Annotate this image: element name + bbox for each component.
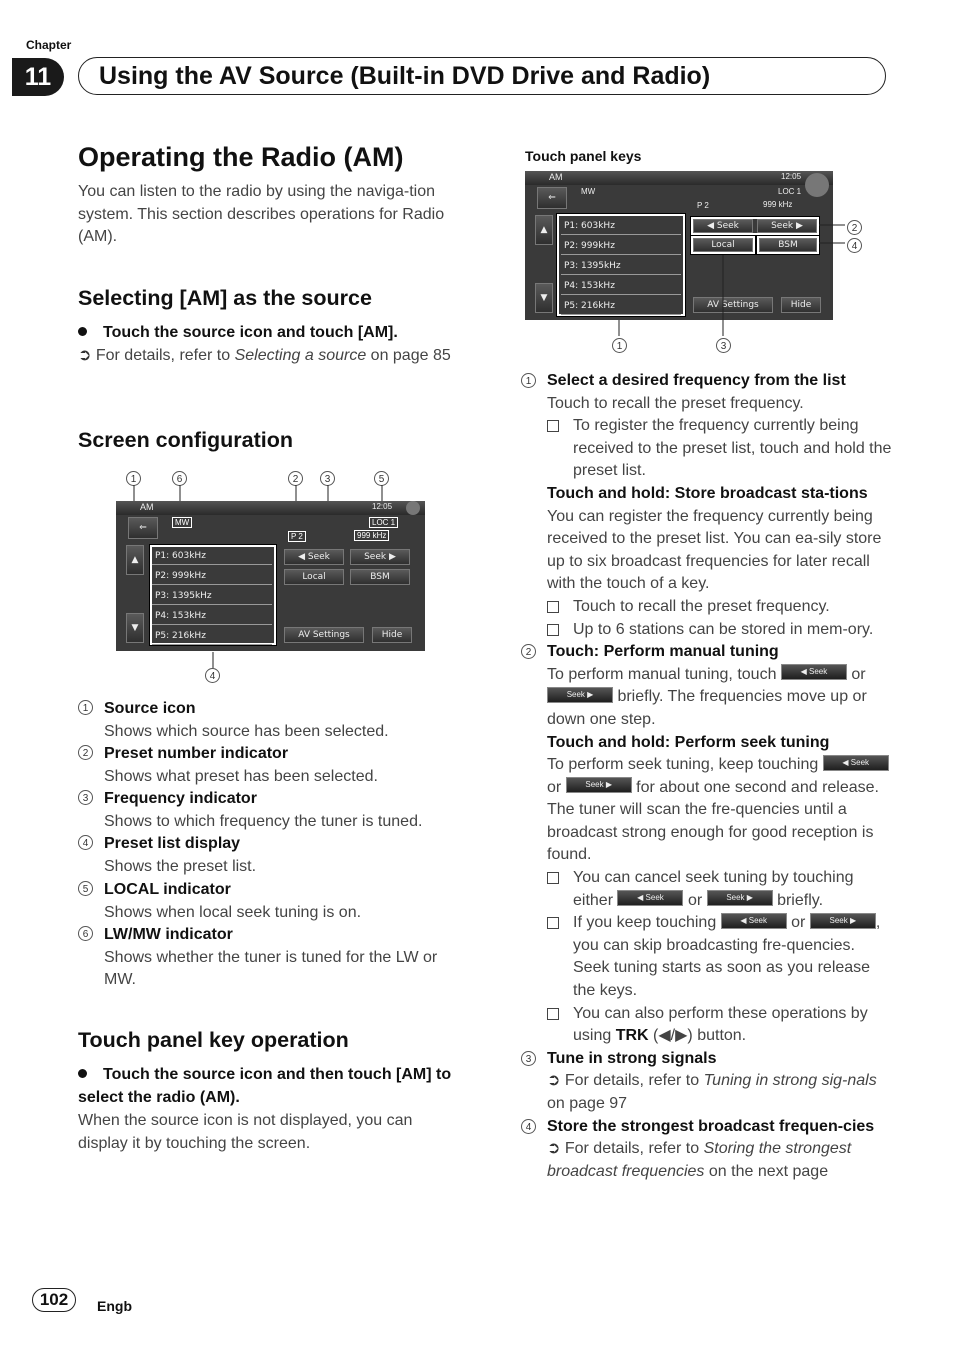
config-item-1: 1 Source icon Shows which source has been selected. bbox=[78, 698, 468, 743]
seek-right-inline-button: Seek ▶ bbox=[566, 777, 632, 793]
tp-item-1-sub2: Touch to recall the preset frequency. bbox=[573, 597, 830, 615]
tp-item-1-head: Select a desired frequency from the list bbox=[547, 372, 846, 389]
tp-bsm-button[interactable]: BSM bbox=[759, 238, 817, 252]
tp-item-3-head: Tune in strong signals bbox=[547, 1049, 717, 1067]
tp-callout-leaders bbox=[525, 171, 865, 351]
tp-item-2-sub3: You can also perform these operations by using TRK (◀/▶) button. bbox=[547, 1003, 893, 1048]
tp-item-3-link[interactable]: Tuning in strong sig-nals bbox=[703, 1072, 877, 1090]
reference-arrow-icon: ➲ bbox=[547, 1072, 561, 1090]
scroll-up-button[interactable]: ▲ bbox=[126, 545, 144, 575]
chapter-title: Using the AV Source (Built-in DVD Drive and Radio) bbox=[78, 57, 886, 95]
callout-2: 2 bbox=[288, 469, 303, 487]
screen-menu-icon[interactable] bbox=[406, 501, 420, 515]
touch-panel-heading: Touch panel key operation bbox=[78, 1028, 349, 1052]
seek-left-inline-button: ◀ Seek bbox=[823, 755, 889, 771]
tp-callout-4: 4 bbox=[847, 236, 862, 254]
preset-item[interactable]: P1: 603kHz bbox=[152, 547, 272, 565]
config-item-5: 5 LOCAL indicator Shows when local seek tuning is on. bbox=[78, 879, 468, 924]
page-number: 102 bbox=[32, 1288, 76, 1312]
tp-item-1-sub: To register the frequency currently being received to the preset list, touch and hold the preset list. bbox=[573, 417, 892, 480]
language-code: Engb bbox=[97, 1298, 132, 1314]
seek-right-inline-button: Seek ▶ bbox=[810, 913, 876, 929]
tp-item-2-head: Touch: Perform manual tuning bbox=[547, 643, 779, 661]
tp-preset-item[interactable]: P4: 153kHz bbox=[561, 277, 681, 295]
tp-item-2-sub2: If you keep touching ◀ Seek or Seek ▶ , you can skip broadcasting fre-quencies. Seek tuning starts as soon as you release the keys. bbox=[547, 912, 893, 1002]
config-item-3: 3 Frequency indicator Shows to which frequency the tuner is tuned. bbox=[78, 788, 468, 833]
tp-source-icon[interactable]: ⇐ bbox=[537, 187, 567, 209]
av-settings-button[interactable]: AV Settings bbox=[284, 627, 364, 643]
callout-5: 5 bbox=[374, 469, 389, 487]
tp-item-2-hold-head: Touch and hold: Perform seek tuning bbox=[547, 733, 830, 751]
preset-item[interactable]: P2: 999kHz bbox=[152, 567, 272, 585]
hide-button[interactable]: Hide bbox=[372, 627, 412, 643]
tp-seek-right-button[interactable]: Seek ▶ bbox=[757, 219, 817, 233]
seek-right-inline-button: Seek ▶ bbox=[707, 890, 773, 906]
tp-callout-2: 2 bbox=[847, 218, 862, 236]
tp-item-2-desc: To perform manual tuning, touch ◀ Seek or Seek ▶ briefly. The frequencies move up or down one step. bbox=[547, 665, 867, 728]
tp-item-1-desc: Touch to recall the preset frequency. bbox=[547, 394, 804, 412]
screen-frequency: 999 kHz bbox=[354, 530, 389, 541]
tp-item-4-link[interactable]: Storing the strongest broadcast frequencies bbox=[547, 1140, 852, 1180]
tp-source-label: AM bbox=[549, 172, 563, 182]
bullet-icon bbox=[78, 327, 87, 336]
screen-loc-indicator: LOC 1 bbox=[369, 517, 398, 528]
callout-3: 3 bbox=[320, 469, 335, 487]
select-bullet bbox=[78, 322, 468, 345]
touch-bullet bbox=[78, 1064, 468, 1109]
screen-preset-indicator: P 2 bbox=[288, 531, 306, 542]
tp-loc: LOC 1 bbox=[778, 187, 802, 196]
tp-frequency: 999 kHz bbox=[763, 200, 793, 209]
touch-bullet-text: Touch the source icon and then touch [AM] to select the radio (AM). bbox=[78, 1066, 452, 1106]
tp-callout-1: 1 bbox=[612, 336, 627, 354]
tp-hide-button[interactable]: Hide bbox=[781, 297, 821, 313]
tp-scroll-up-button[interactable]: ▲ bbox=[535, 215, 553, 245]
preset-item[interactable]: P4: 153kHz bbox=[152, 607, 272, 625]
tp-item-1-hold-desc: You can register the frequency currently being received to the preset list. You can ea-sily store up to six broadcast frequencies for later recall with the touch of a key. bbox=[547, 507, 882, 593]
tp-item-1-sub3: Up to 6 stations can be stored in mem-ory. bbox=[573, 620, 874, 638]
seek-left-button[interactable]: ◀ Seek bbox=[284, 549, 344, 565]
select-ref-prefix: For details, refer to bbox=[95, 347, 235, 364]
reference-arrow-icon: ➲ bbox=[78, 347, 92, 364]
tp-av-settings-button[interactable]: AV Settings bbox=[693, 297, 773, 313]
screen-band: MW bbox=[172, 517, 192, 528]
tp-item-2-hold-desc: To perform seek tuning, keep touching ◀ Seek or Seek ▶ for about one second and release. The tuner will scan the fre-quencies until a broadcast strong enough for good reception is found. bbox=[547, 754, 893, 867]
config-item-4: 4 Preset list display Shows the preset list. bbox=[78, 833, 468, 878]
select-ref-link[interactable]: Selecting a source bbox=[234, 347, 367, 364]
tp-item-4-head: Store the strongest broadcast frequen-cies bbox=[547, 1117, 875, 1135]
tp-band: MW bbox=[581, 187, 596, 196]
bsm-button[interactable]: BSM bbox=[350, 569, 410, 585]
tp-preset: P 2 bbox=[697, 201, 709, 210]
touch-panel-caption: Touch panel keys bbox=[525, 148, 642, 164]
seek-left-inline-button: ◀ Seek bbox=[721, 913, 787, 929]
preset-item[interactable]: P5: 216kHz bbox=[152, 627, 272, 645]
reference-arrow-icon: ➲ bbox=[547, 1140, 561, 1158]
tp-item-1-hold-head: Touch and hold: Store broadcast sta-tions bbox=[547, 484, 868, 502]
tp-callout-3: 3 bbox=[716, 336, 731, 354]
callout-6: 6 bbox=[172, 469, 187, 487]
seek-left-inline-button: ◀ Seek bbox=[781, 664, 847, 680]
tp-seek-left-button[interactable]: ◀ Seek bbox=[693, 219, 753, 233]
select-bullet-text: Touch the source icon and touch [AM]. bbox=[103, 324, 398, 341]
seek-right-inline-button: Seek ▶ bbox=[547, 687, 613, 703]
tp-local-button[interactable]: Local bbox=[693, 238, 753, 252]
callout-1: 1 bbox=[126, 469, 141, 487]
tp-item-3-ref: ➲ For details, refer to Tuning in strong sig-nals on page 97 bbox=[547, 1072, 877, 1112]
config-item-6: 6 LW/MW indicator Shows whether the tuner is tuned for the LW or MW. bbox=[78, 924, 468, 992]
tp-item-2-sub1: You can cancel seek tuning by touching either ◀ Seek or Seek ▶ briefly. bbox=[547, 867, 893, 912]
tp-preset-item[interactable]: P5: 216kHz bbox=[561, 297, 681, 315]
seek-right-button[interactable]: Seek ▶ bbox=[350, 549, 410, 565]
select-ref-suffix: on page 85 bbox=[366, 347, 451, 364]
config-item-2: 2 Preset number indicator Shows what preset has been selected. bbox=[78, 743, 468, 788]
seek-left-inline-button: ◀ Seek bbox=[617, 890, 683, 906]
local-button[interactable]: Local bbox=[284, 569, 344, 585]
preset-item[interactable]: P3: 1395kHz bbox=[152, 587, 272, 605]
scroll-down-button[interactable]: ▼ bbox=[126, 613, 144, 643]
select-heading: Selecting [AM] as the source bbox=[78, 286, 372, 310]
tp-preset-item[interactable]: P1: 603kHz bbox=[561, 217, 681, 235]
touch-note: When the source icon is not displayed, you can display it by touching the screen. bbox=[78, 1112, 413, 1152]
screen-config-figure bbox=[116, 501, 425, 651]
tp-item-4-ref: ➲ For details, refer to Storing the strongest broadcast frequencies on the next page bbox=[547, 1140, 852, 1180]
intro-text: You can listen to the radio by using the naviga-tion system. This section describes operations for Radio (AM). bbox=[78, 183, 445, 246]
tp-item-1: 1 Select a desired frequency from the list Touch to recall the preset frequency. To register the frequency currently being received to the preset list, touch and hold the preset list. Touch and hold: Store broadcast sta-tions You can register the frequency currently being received to the preset list. You can ea-sily store up to six broadcast frequencies for later recall with the touch of a key. Touch to recall the preset frequency. Up to 6 stations can be stored in mem-ory. 2 Touch: Perform manual tuning To perform manual tuning, touch ◀ Seek or Seek ▶ briefly. The frequencies move up or down one step. Touch and hold: Perform seek tuning To perform seek tuning, keep touching ◀ Seek or Seek ▶ for about one second and release. The tuner will scan the fre-quencies until a broadcast strong enough for good reception is found. You can cancel seek tuning by touching either ◀ Seek or Seek ▶ briefly. If you keep touching ◀ Seek or Seek ▶ , you can skip broadcasting fre-quencies. Seek tuning starts as soon as you release the keys. You can also perform these operations by using TRK (◀/▶) button. 3 Tune in strong signals ➲ For details, refer to Tuning in strong sig-nals on page 97 4 Store the strongest broadcast frequen-cies ➲ For details, refer to Storing the strongest broadcast frequencies on the next page bbox=[521, 370, 893, 1183]
tp-scroll-down-button[interactable]: ▼ bbox=[535, 283, 553, 313]
screen-clock: 12:05 bbox=[372, 502, 393, 511]
bullet-icon bbox=[78, 1069, 87, 1078]
chapter-label: Chapter bbox=[26, 38, 72, 52]
callout-4: 4 bbox=[205, 666, 220, 684]
screen-source-label: AM bbox=[140, 502, 154, 512]
page-title: Operating the Radio (AM) bbox=[78, 142, 404, 172]
chapter-number: 11 bbox=[12, 58, 64, 96]
tp-clock: 12:05 bbox=[781, 172, 802, 181]
tp-preset-item[interactable]: P3: 1395kHz bbox=[561, 257, 681, 275]
tp-preset-item[interactable]: P2: 999kHz bbox=[561, 237, 681, 255]
source-icon[interactable]: ⇐ bbox=[128, 517, 158, 539]
screen-config-heading: Screen configuration bbox=[78, 428, 294, 452]
select-reference bbox=[78, 345, 468, 368]
